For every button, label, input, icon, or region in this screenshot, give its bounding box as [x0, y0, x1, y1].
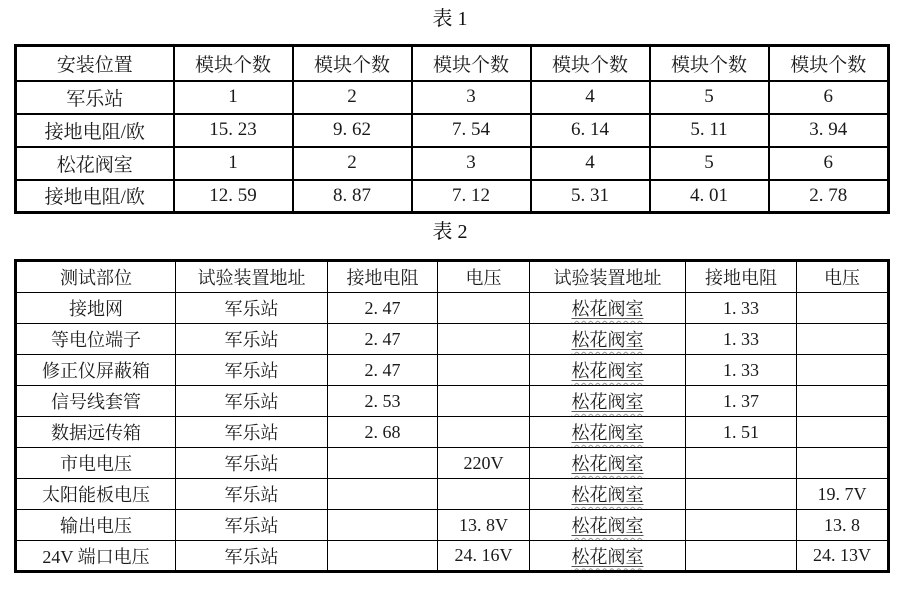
cell: 2	[293, 147, 412, 180]
cell	[438, 479, 530, 510]
row-label-cell: 信号线套管	[16, 386, 176, 417]
cell	[530, 324, 686, 355]
cell: 军乐站	[176, 510, 328, 541]
cell: 2. 47	[328, 293, 438, 324]
header-cell: 接地电阻	[686, 261, 797, 293]
cell: 1. 33	[686, 355, 797, 386]
cell	[686, 448, 797, 479]
cell: 军乐站	[176, 324, 328, 355]
cell: 军乐站	[176, 541, 328, 572]
cell	[530, 510, 686, 541]
cell: 军乐站	[176, 448, 328, 479]
underlined-address: 松花阀室	[571, 454, 644, 474]
row-label-cell: 等电位端子	[16, 324, 176, 355]
table-row	[16, 114, 889, 147]
row-label-cell: 太阳能板电压	[16, 479, 176, 510]
cell	[530, 541, 686, 572]
header-cell: 模块个数	[293, 46, 412, 81]
table-row	[16, 386, 889, 417]
table-row	[16, 81, 889, 114]
cell	[438, 417, 530, 448]
cell	[328, 510, 438, 541]
table-row	[16, 147, 889, 180]
header-cell: 模块个数	[650, 46, 769, 81]
row-label-cell: 数据远传箱	[16, 417, 176, 448]
cell	[328, 479, 438, 510]
header-cell: 电压	[797, 261, 889, 293]
cell: 6	[769, 147, 889, 180]
cell	[686, 479, 797, 510]
underlined-address: 松花阀室	[571, 423, 644, 443]
row-label-cell: 输出电压	[16, 510, 176, 541]
cell: 1. 37	[686, 386, 797, 417]
cell: 1	[174, 81, 293, 114]
underlined-address: 松花阀室	[571, 361, 644, 381]
cell	[438, 324, 530, 355]
table-row	[16, 479, 889, 510]
cell: 5. 11	[650, 114, 769, 147]
cell: 7. 12	[412, 180, 531, 213]
cell: 1	[174, 147, 293, 180]
table1-header-row	[16, 46, 889, 81]
cell	[438, 386, 530, 417]
cell: 军乐站	[176, 355, 328, 386]
cell	[530, 479, 686, 510]
cell: 5. 31	[531, 180, 650, 213]
table-row	[16, 417, 889, 448]
underlined-address: 松花阀室	[571, 330, 644, 350]
cell	[530, 386, 686, 417]
cell	[797, 293, 889, 324]
row-label-cell: 接地电阻/欧	[16, 114, 174, 147]
underlined-address: 松花阀室	[571, 392, 644, 412]
cell	[686, 541, 797, 572]
table-row	[16, 448, 889, 479]
cell: 4	[531, 147, 650, 180]
row-label-cell: 市电电压	[16, 448, 176, 479]
cell: 3	[412, 81, 531, 114]
header-cell: 模块个数	[531, 46, 650, 81]
cell: 2. 47	[328, 324, 438, 355]
cell: 军乐站	[176, 417, 328, 448]
cell: 4	[531, 81, 650, 114]
cell: 220V	[438, 448, 530, 479]
cell: 19. 7V	[797, 479, 889, 510]
header-cell: 测试部位	[16, 261, 176, 293]
cell: 5	[650, 81, 769, 114]
cell: 24. 13V	[797, 541, 889, 572]
table-row	[16, 324, 889, 355]
cell: 2. 53	[328, 386, 438, 417]
table-2	[14, 259, 890, 573]
cell	[438, 293, 530, 324]
header-cell: 模块个数	[412, 46, 531, 81]
cell: 军乐站	[176, 386, 328, 417]
header-cell: 电压	[438, 261, 530, 293]
cell	[530, 355, 686, 386]
cell: 8. 87	[293, 180, 412, 213]
cell	[530, 417, 686, 448]
header-cell: 模块个数	[769, 46, 889, 81]
table2-header-row	[16, 261, 889, 293]
row-label-cell: 24V 端口电压	[16, 541, 176, 572]
cell: 2. 68	[328, 417, 438, 448]
underlined-address: 松花阀室	[571, 485, 644, 505]
header-cell: 安装位置	[16, 46, 174, 81]
cell	[530, 448, 686, 479]
cell	[530, 293, 686, 324]
cell: 6. 14	[531, 114, 650, 147]
cell: 军乐站	[176, 293, 328, 324]
table-row	[16, 180, 889, 213]
cell: 1. 33	[686, 324, 797, 355]
cell	[686, 510, 797, 541]
table-row	[16, 541, 889, 572]
cell	[328, 541, 438, 572]
table-row	[16, 355, 889, 386]
cell: 12. 59	[174, 180, 293, 213]
cell: 1. 33	[686, 293, 797, 324]
underlined-address: 松花阀室	[571, 516, 644, 536]
cell: 13. 8	[797, 510, 889, 541]
cell	[797, 417, 889, 448]
cell: 15. 23	[174, 114, 293, 147]
row-label-cell: 接地网	[16, 293, 176, 324]
header-cell: 试验装置地址	[530, 261, 686, 293]
table-row	[16, 510, 889, 541]
cell: 5	[650, 147, 769, 180]
cell: 1. 51	[686, 417, 797, 448]
header-cell: 模块个数	[174, 46, 293, 81]
cell: 24. 16V	[438, 541, 530, 572]
table1-title: 表 1	[432, 8, 468, 30]
cell: 4. 01	[650, 180, 769, 213]
cell	[328, 448, 438, 479]
header-cell: 接地电阻	[328, 261, 438, 293]
cell: 2	[293, 81, 412, 114]
cell: 6	[769, 81, 889, 114]
cell	[797, 386, 889, 417]
underlined-address: 松花阀室	[571, 299, 644, 319]
cell: 2. 78	[769, 180, 889, 213]
header-cell: 试验装置地址	[176, 261, 328, 293]
cell: 军乐站	[176, 479, 328, 510]
table2-title: 表 2	[432, 221, 468, 243]
row-label-cell: 军乐站	[16, 81, 174, 114]
row-label-cell: 松花阀室	[16, 147, 174, 180]
cell: 9. 62	[293, 114, 412, 147]
cell: 13. 8V	[438, 510, 530, 541]
cell	[438, 355, 530, 386]
cell	[797, 355, 889, 386]
cell: 7. 54	[412, 114, 531, 147]
cell: 3. 94	[769, 114, 889, 147]
cell	[797, 324, 889, 355]
cell: 2. 47	[328, 355, 438, 386]
cell	[797, 448, 889, 479]
underlined-address: 松花阀室	[571, 546, 644, 567]
row-label-cell: 接地电阻/欧	[16, 180, 174, 213]
cell: 3	[412, 147, 531, 180]
table-row	[16, 293, 889, 324]
table-1	[14, 44, 890, 214]
row-label-cell: 修正仪屏蔽箱	[16, 355, 176, 386]
